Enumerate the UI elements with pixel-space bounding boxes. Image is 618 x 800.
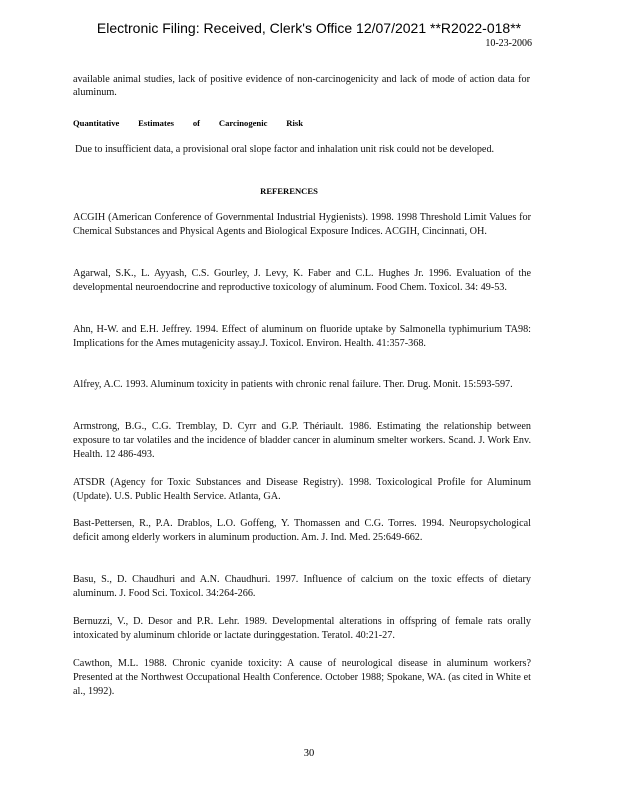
heading-word: Quantitative	[73, 118, 120, 128]
document-date: 10-23-2006	[485, 38, 532, 49]
page-number: 30	[303, 748, 315, 759]
heading-word: Estimates	[138, 118, 174, 128]
section-paragraph: Due to insufficient data, a provisional oral slope factor and inhalation unit risk could not be developed.	[75, 144, 495, 155]
section-heading	[73, 118, 303, 128]
reference-entry: Agarwal, S.K., L. Ayyash, C.S. Gourley, J. Levy, K. Faber and C.L. Hughes Jr. 1996. Evaluation of the developmental neuroendocrine and reproductive toxicology of aluminum. Food Chem. Toxicol. 34: 49-53.	[73, 268, 531, 293]
reference-entry: ACGIH (American Conference of Governmental Industrial Hygienists). 1998. 1998 Threshold Limit Values for Chemical Substances and Physical Agents and Biological Exposure Indices. ACGIH, Cincinnati, OH.	[73, 212, 531, 237]
references-heading: REFERENCES	[260, 186, 318, 196]
heading-word: Carcinogenic	[218, 118, 268, 128]
reference-entry: Alfrey, A.C. 1993. Aluminum toxicity in patients with chronic renal failure. Ther. Drug. Monit. 15:593-597.	[73, 379, 513, 390]
intro-paragraph: available animal studies, lack of positive evidence of non-carcinogenicity and lack of mode of action data for aluminum.	[73, 74, 530, 98]
heading-word: of	[192, 118, 201, 128]
heading-word: Risk	[286, 118, 303, 128]
reference-entry: Basu, S., D. Chaudhuri and A.N. Chaudhuri. 1997. Influence of calcium on the toxic effects of dietary aluminum. J. Food Sci. Toxicol. 34:264-266.	[73, 574, 531, 599]
reference-entry: Bast-Pettersen, R., P.A. Drablos, L.O. Goffeng, Y. Thomassen and C.G. Torres. 1994. Neuropsychological deficit among elderly workers in aluminum production. Am. J. Ind. Med. 25:649-662.	[73, 518, 531, 543]
reference-entry: Armstrong, B.G., C.G. Tremblay, D. Cyrr and G.P. Thériault. 1986. Estimating the relationship between exposure to tar volatiles and the incidence of bladder cancer in aluminum smelter workers. Scand. J. Work Env. Health. 12 486-493.	[73, 421, 531, 460]
reference-entry: Cawthon, M.L. 1988. Chronic cyanide toxicity: A cause of neurological disease in aluminum workers? Presented at the Northwest Occupational Health Conference. October 1988; Spokane, WA. (as cited in White et al., 1992).	[73, 658, 531, 697]
reference-entry: ATSDR (Agency for Toxic Substances and Disease Registry). 1998. Toxicological Profile for Aluminum (Update). U.S. Public Health Service. Atlanta, GA.	[73, 477, 531, 502]
filing-stamp: Electronic Filing: Received, Clerk's Office 12/07/2021 **R2022-018**	[96, 20, 522, 36]
reference-entry: Ahn, H-W. and E.H. Jeffrey. 1994. Effect of aluminum on fluoride uptake by Salmonella typhimurium TA98: Implications for the Ames mutagenicity assay.J. Toxicol. Environ. Health. 41:357-368.	[73, 324, 531, 349]
reference-entry: Bernuzzi, V., D. Desor and P.R. Lehr. 1989. Developmental alterations in offspring of female rats orally intoxicated by aluminum chloride or lactate duringgestation. Teratol. 40:21-27.	[73, 616, 531, 641]
